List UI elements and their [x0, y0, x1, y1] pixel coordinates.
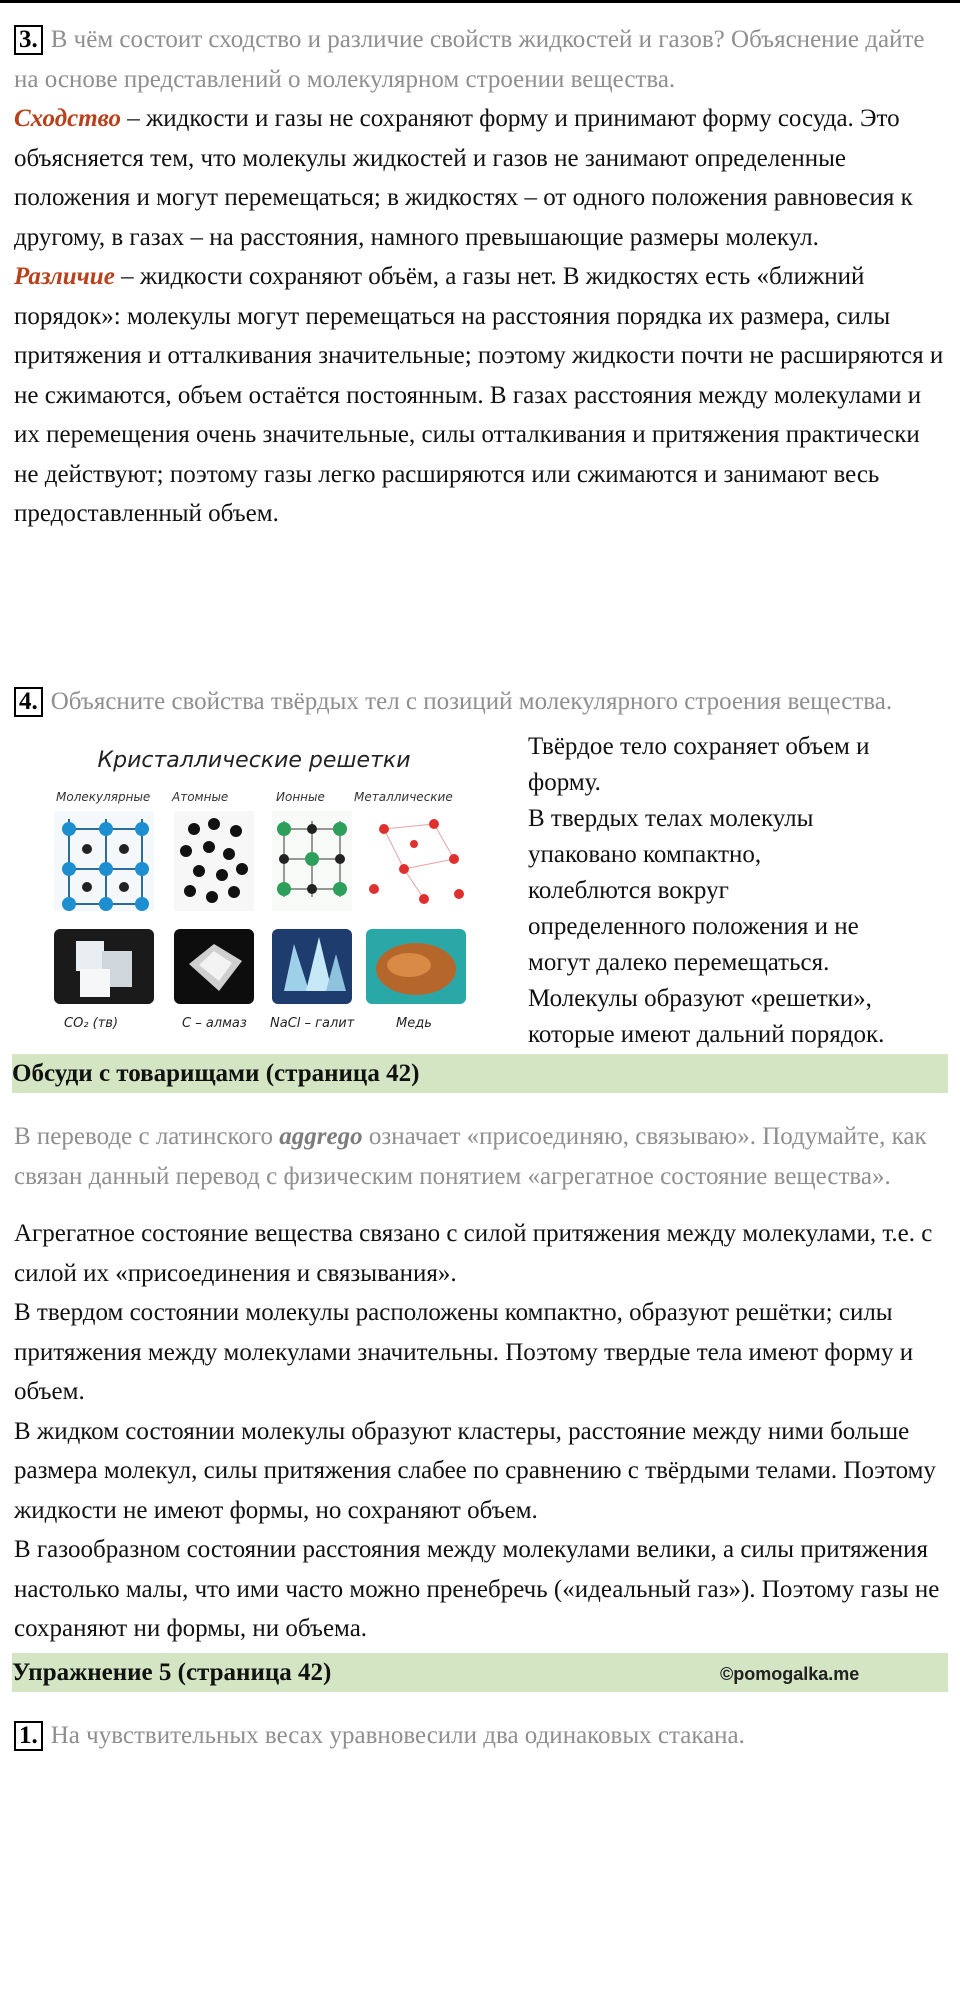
metallic-lattice-icon	[369, 819, 464, 904]
q3-difference	[14, 257, 946, 534]
crystal-lattices-image	[14, 729, 494, 1039]
diamond-photo	[174, 929, 254, 1004]
dry-ice-photo	[54, 929, 154, 1004]
halite-photo	[272, 929, 352, 1004]
q4-answer-line: форму.	[528, 769, 601, 796]
exercise-header: Упражнение 5 (страница 42)	[12, 1653, 948, 1692]
discuss-question	[14, 1117, 946, 1196]
q4-answer-line: Молекулы образуют «решетки»,	[528, 985, 872, 1012]
type-label-4: Металлические	[354, 790, 453, 804]
q4-answer-line: определенного положения и не	[528, 913, 859, 940]
q3-similarity	[14, 99, 946, 257]
q4-answer-line: которые имеют дальний порядок.	[528, 1021, 885, 1048]
q4-answer-line: В твердых телах молекулы	[528, 805, 814, 832]
example-label-4: Медь	[396, 1016, 432, 1031]
type-label-2: Атомные	[172, 790, 229, 804]
difference-text: – жидкости сохраняют объём, а газы нет. В жидкостях есть «ближний порядок»: молекулы могут перемещаться на расстояния порядка их размера, силы притяжения и отталкивания значительные; поэтому жидкости почти не расширяются и не сжимаются, объем остаётся постоянным. В газах расстояния между молекулами и их перемещения очень значительные, силы отталкивания и притяжения практически не действуют; поэтому газы легко расширяются или сжимаются и занимают весь предоставленный объем.	[14, 263, 944, 527]
type-label-1: Молекулярные	[56, 790, 151, 804]
atomic-lattice-icon	[174, 811, 254, 911]
q4-answer-line: Твёрдое тело сохраняет объем и	[528, 733, 870, 760]
difference-term: Различие	[14, 263, 115, 290]
type-label-3: Ионные	[276, 790, 325, 804]
discuss-answer-paragraph: Агрегатное состояние вещества связано с силой притяжения между молекулами, т.е. с силой их «присоединения и связывания».	[14, 1220, 933, 1287]
molecular-lattice-icon	[54, 811, 154, 911]
example-label-2: C – алмаз	[182, 1016, 247, 1031]
q4-question-text: Объясните свойства твёрдых тел с позиций молекулярного строения вещества.	[50, 687, 893, 715]
ex5-question-text: На чувствительных весах уравновесили два одинаковых стакана.	[50, 1721, 745, 1749]
ex5-number: 1.	[14, 1721, 43, 1751]
discuss-question-part2: означает «присоединяю, связываю». Подумайте, как связан данный перевод с физическим понятием «агрегатное состояние вещества».	[14, 1123, 927, 1190]
q4-answer-line: могут далеко перемещаться.	[528, 949, 830, 976]
similarity-term: Сходство	[14, 105, 122, 132]
discuss-answer-paragraph: В жидком состоянии молекулы образуют кластеры, расстояние между ними больше размера молекул, силы притяжения слабее по сравнению с твёрдыми телами. Поэтому жидкости не имеют формы, но сохраняют объем.	[14, 1417, 936, 1524]
q4-figure-row	[14, 729, 946, 1054]
q3-number: 3.	[14, 25, 43, 55]
q4-answer	[528, 729, 953, 1053]
example-label-3: NaCl – галит	[270, 1016, 355, 1031]
top-border	[0, 0, 960, 3]
q4-number: 4.	[14, 687, 43, 717]
discuss-header: Обсуди с товарищами (страница 42)	[12, 1054, 948, 1093]
q4-question	[14, 682, 946, 722]
watermark: ©pomogalka.me	[720, 1664, 860, 1684]
q3-question	[14, 20, 946, 99]
discuss-answer-paragraph: В газообразном состоянии расстояния между молекулами велики, а силы притяжения настолько малы, что ими часто можно пренебречь («идеальный газ»). Поэтому газы не сохраняют ни формы, ни объема.	[14, 1536, 940, 1642]
copper-photo	[366, 929, 466, 1004]
q4-answer-line: упаковано компактно,	[528, 841, 762, 868]
ex5-question	[14, 1716, 946, 1756]
q4-answer-line: колеблются вокруг	[528, 877, 729, 904]
ionic-lattice-icon	[272, 811, 352, 911]
similarity-text: – жидкости и газы не сохраняют форму и принимают форму сосуда. Это объясняется тем, что молекулы жидкостей и газов не занимают определенные положения и могут перемещаться; в жидкостях – от одного положения равновесия к другому, в газах – на расстояния, намного превышающие размеры молекул.	[14, 105, 913, 251]
aggrego-term: aggrego	[279, 1123, 363, 1150]
crystal-title: Кристаллические решетки	[97, 748, 411, 773]
page-content	[14, 20, 946, 1755]
q3-question-text: В чём состоит сходство и различие свойств жидкостей и газов? Объяснение дайте на основе представлений о молекулярном строении вещества.	[14, 26, 925, 93]
discuss-answer-paragraph: В твердом состоянии молекулы расположены компактно, образуют решётки; силы притяжения между молекулами значительны. Поэтому твердые тела имеют форму и объем.	[14, 1299, 914, 1405]
discuss-question-part1: В переводе с латинского	[14, 1123, 280, 1150]
example-label-1: CO₂ (тв)	[64, 1016, 119, 1031]
